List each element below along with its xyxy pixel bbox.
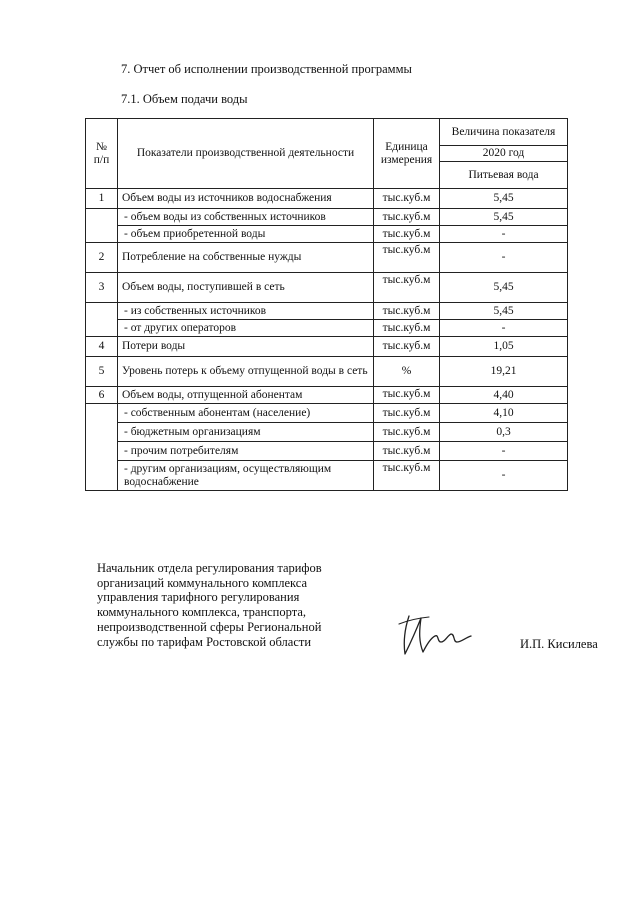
row-value: 4,40 bbox=[440, 387, 568, 404]
row-value: - bbox=[440, 320, 568, 337]
row-name: - другим организациям, осуществляющим водоснабжение bbox=[118, 461, 374, 491]
row-name: - объем воды из собственных источников bbox=[118, 209, 374, 226]
row-name: - собственным абонентам (население) bbox=[118, 404, 374, 423]
row-unit: тыс.куб.м bbox=[374, 337, 440, 357]
row-unit: тыс.куб.м bbox=[374, 404, 440, 423]
row-value: 5,45 bbox=[440, 303, 568, 320]
table-row bbox=[86, 404, 568, 423]
handwritten-signature bbox=[395, 608, 475, 664]
header-value-group: Величина показателя bbox=[440, 119, 568, 146]
row-unit: тыс.куб.м bbox=[374, 461, 440, 491]
row-value: - bbox=[440, 226, 568, 243]
row-name: - объем приобретенной воды bbox=[118, 226, 374, 243]
table-row bbox=[86, 387, 568, 404]
row-unit: тыс.куб.м bbox=[374, 243, 440, 273]
row-unit: тыс.куб.м bbox=[374, 423, 440, 442]
row-num: 1 bbox=[86, 189, 118, 209]
row-num: 6 bbox=[86, 387, 118, 404]
row-num: 4 bbox=[86, 337, 118, 357]
row-unit: % bbox=[374, 357, 440, 387]
header-unit: Единица измерения bbox=[374, 119, 440, 189]
row-name: Потребление на собственные нужды bbox=[118, 243, 374, 273]
row-value: 1,05 bbox=[440, 337, 568, 357]
row-name: Потери воды bbox=[118, 337, 374, 357]
row-num bbox=[86, 404, 118, 491]
row-name: - прочим потребителям bbox=[118, 442, 374, 461]
header-year: 2020 год bbox=[440, 146, 568, 162]
row-value: - bbox=[440, 461, 568, 491]
header-indicator: Показатели производственной деятельности bbox=[118, 119, 374, 189]
row-name: Уровень потерь к объему отпущенной воды в сеть bbox=[118, 357, 374, 387]
row-num: 5 bbox=[86, 357, 118, 387]
row-unit: тыс.куб.м bbox=[374, 303, 440, 320]
signatory-position: Начальник отдела регулирования тарифов организаций коммунального комплекса управления тарифного регулирования коммунального комплекса, транспорта, непроизводственной сферы Региональной службы по тарифам Ростовской области bbox=[97, 561, 322, 649]
row-name: - из собственных источников bbox=[118, 303, 374, 320]
row-value: 5,45 bbox=[440, 209, 568, 226]
row-unit: тыс.куб.м bbox=[374, 226, 440, 243]
table-row bbox=[86, 209, 568, 226]
row-unit: тыс.куб.м bbox=[374, 320, 440, 337]
row-num bbox=[86, 303, 118, 337]
row-name: Объем воды, поступившей в сеть bbox=[118, 273, 374, 303]
row-unit: тыс.куб.м bbox=[374, 209, 440, 226]
header-num: № п/п bbox=[86, 119, 118, 189]
row-name: Объем воды из источников водоснабжения bbox=[118, 189, 374, 209]
row-value: 5,45 bbox=[440, 273, 568, 303]
row-unit: тыс.куб.м bbox=[374, 189, 440, 209]
row-name: - от других операторов bbox=[118, 320, 374, 337]
table-row bbox=[86, 320, 568, 337]
table-row bbox=[86, 423, 568, 442]
row-value: - bbox=[440, 442, 568, 461]
table-row bbox=[86, 337, 568, 357]
signatory-name: И.П. Кисилева bbox=[520, 637, 598, 651]
row-num: 2 bbox=[86, 243, 118, 273]
table-row bbox=[86, 303, 568, 320]
row-unit: тыс.куб.м bbox=[374, 273, 440, 303]
row-value: 0,3 bbox=[440, 423, 568, 442]
table-row bbox=[86, 442, 568, 461]
row-value: - bbox=[440, 243, 568, 273]
row-name: Объем воды, отпущенной абонентам bbox=[118, 387, 374, 404]
header-subcol: Питьевая вода bbox=[440, 162, 568, 189]
row-num: 3 bbox=[86, 273, 118, 303]
subsection-title: 7.1. Объем подачи воды bbox=[121, 92, 248, 106]
row-unit: тыс.куб.м bbox=[374, 442, 440, 461]
row-num bbox=[86, 209, 118, 243]
table-row bbox=[86, 461, 568, 491]
table-row bbox=[86, 226, 568, 243]
row-value: 5,45 bbox=[440, 189, 568, 209]
row-name: - бюджетным организациям bbox=[118, 423, 374, 442]
section-title: 7. Отчет об исполнении производственной программы bbox=[121, 62, 412, 76]
table-row bbox=[86, 357, 568, 387]
table-row bbox=[86, 273, 568, 303]
table-row bbox=[86, 243, 568, 273]
row-unit: тыс.куб.м bbox=[374, 387, 440, 404]
row-value: 4,10 bbox=[440, 404, 568, 423]
water-supply-table bbox=[85, 118, 568, 491]
table-row bbox=[86, 189, 568, 209]
row-value: 19,21 bbox=[440, 357, 568, 387]
